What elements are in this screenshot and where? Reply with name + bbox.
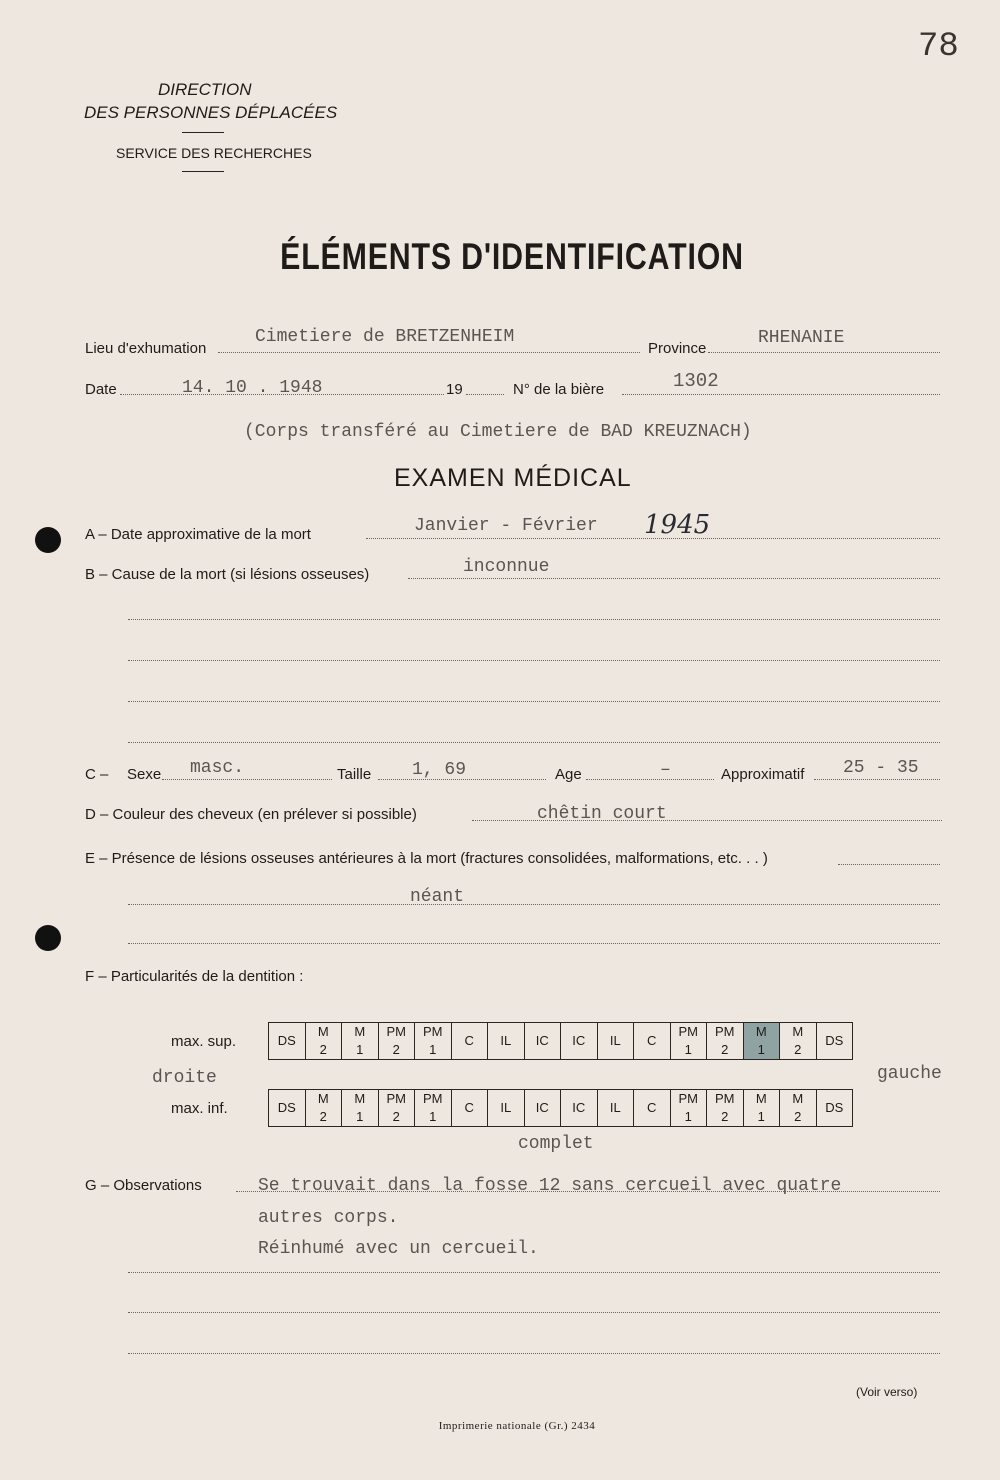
max-inf-tooth-1 [269,1090,306,1127]
max-sup-tooth-4 [378,1023,415,1060]
tooth-type: IL [609,1100,621,1115]
tooth-type: DS [277,1100,296,1115]
date-value: 14. 10 . 1948 [182,378,323,398]
province-line [708,352,940,353]
tooth-number: 1 [757,1042,765,1057]
max-inf-tooth-14 [743,1090,780,1127]
section-e-line-2 [128,943,940,944]
max-sup-tooth-13 [707,1023,744,1060]
blank-line-4 [128,742,940,743]
tooth-type: PM [386,1024,406,1039]
max-sup-tooth-14 [743,1023,780,1060]
max-sup-tooth-2 [305,1023,342,1060]
tooth-type: C [647,1100,657,1115]
tooth-type: IL [500,1100,512,1115]
max-inf-tooth-9 [561,1090,598,1127]
max-sup-tooth-8 [524,1023,561,1060]
max-sup-tooth-9 [561,1023,598,1060]
max-inf-tooth-2 [305,1090,342,1127]
taille-value: 1, 69 [412,760,467,780]
section-g-line-3 [128,1312,940,1313]
max-sup-tooth-7 [488,1023,525,1060]
tooth-type: IC [572,1033,586,1048]
max-sup-tooth-6 [451,1023,488,1060]
transfer-note: (Corps transféré au Cimetiere de BAD KREUZNACH) [244,422,752,442]
tooth-type: PM [678,1024,698,1039]
sexe-value: masc. [190,758,245,778]
tooth-number: 2 [721,1109,729,1124]
age-label: Age [555,766,582,783]
max-inf-tooth-6 [451,1090,488,1127]
page-title: ÉLÉMENTS D'IDENTIFICATION [280,236,744,277]
blank-line-2 [128,660,940,661]
section-g-line-2 [128,1272,940,1273]
max-sup-tooth-15 [780,1023,817,1060]
tooth-number: 2 [794,1109,802,1124]
imprint: Imprimerie nationale (Gr.) 2434 [438,1420,596,1432]
max-inf-tooth-5 [415,1090,452,1127]
tooth-type: IC [572,1100,586,1115]
tooth-type: PM [423,1024,443,1039]
observation-line-1: Se trouvait dans la fosse 12 sans cercueil avec quatre [258,1176,842,1196]
max-inf-tooth-11 [634,1090,671,1127]
tooth-number: 1 [429,1042,437,1057]
max-inf-label: max. inf. [171,1100,228,1117]
max-inf-tooth-13 [707,1090,744,1127]
tooth-type: M [354,1024,366,1039]
age-line [586,779,714,780]
max-inf-tooth-4 [378,1090,415,1127]
complet-label: complet [518,1134,594,1154]
max-sup-teeth-row [269,1023,853,1060]
max-inf-tooth-16 [816,1090,853,1127]
voir-verso: (Voir verso) [856,1385,918,1399]
max-sup-teeth-table [268,1022,853,1060]
max-inf-tooth-3 [342,1090,379,1127]
section-e-label-line [838,864,940,865]
tooth-type: M [755,1091,767,1106]
sexe-line [162,779,332,780]
section-f-label: F – Particularités de la dentition : [85,968,304,985]
max-sup-tooth-12 [670,1023,707,1060]
max-sup-tooth-11 [634,1023,671,1060]
tooth-type: C [647,1033,657,1048]
tooth-type: IC [535,1100,549,1115]
gauche-label: gauche [877,1064,942,1084]
tooth-type: PM [386,1091,406,1106]
max-inf-teeth-row [269,1090,853,1127]
org-line-2: DES PERSONNES DÉPLACÉES [84,103,338,122]
observation-line-2: autres corps. [258,1208,399,1228]
tooth-number: 1 [757,1109,765,1124]
tooth-type: C [464,1100,474,1115]
tooth-type: PM [715,1091,735,1106]
service-name: SERVICE DES RECHERCHES [116,145,312,161]
tooth-type: IL [609,1033,621,1048]
section-d-label: D – Couleur des cheveux (en prélever si possible) [85,806,417,823]
exhumation-label: Lieu d'exhumation [85,340,207,357]
tooth-type: IL [500,1033,512,1048]
tooth-type: IC [535,1033,549,1048]
tooth-type: C [464,1033,474,1048]
province-value: RHENANIE [758,328,845,348]
max-inf-tooth-8 [524,1090,561,1127]
max-sup-tooth-5 [415,1023,452,1060]
section-b-value: inconnue [463,557,550,577]
max-sup-tooth-16 [816,1023,853,1060]
year-prefix: 19 [446,381,463,398]
biere-line [622,394,940,395]
section-e-label: E – Présence de lésions osseuses antérieures à la mort (fractures consolidées, malformations, etc. . . ) [85,850,768,867]
section-a-label: A – Date approximative de la mort [85,526,311,543]
section-b-line [408,578,940,579]
tooth-type: M [317,1024,329,1039]
tooth-type: PM [715,1024,735,1039]
droite-label: droite [152,1068,217,1088]
max-sup-tooth-3 [342,1023,379,1060]
max-inf-tooth-7 [488,1090,525,1127]
section-a-value: Janvier - Février [414,516,598,536]
biere-label: N° de la bière [513,381,605,398]
year-line [466,394,504,395]
tooth-type: PM [678,1091,698,1106]
max-inf-tooth-15 [780,1090,817,1127]
service-divider [182,171,224,172]
tooth-number: 2 [319,1042,327,1057]
blank-line-1 [128,619,940,620]
max-inf-tooth-10 [597,1090,634,1127]
section-a-handwritten-year: 1945 [644,510,711,540]
tooth-number: 1 [684,1109,692,1124]
province-label: Province [648,340,707,357]
tooth-number: 1 [356,1109,364,1124]
punch-hole-bottom [35,925,61,951]
punch-hole-top [35,527,61,553]
section-d-value: chêtin court [537,804,667,824]
sexe-label: Sexe [127,766,162,783]
section-b-label: B – Cause de la mort (si lésions osseuses) [85,566,370,583]
tooth-type: M [354,1091,366,1106]
section-e-value: néant [410,887,465,907]
approx-label: Approximatif [721,766,805,783]
tooth-number: 2 [794,1042,802,1057]
taille-label: Taille [337,766,372,783]
exam-title: EXAMEN MÉDICAL [394,464,632,492]
tooth-number: 1 [429,1109,437,1124]
exhumation-line [218,352,640,353]
tooth-type: DS [277,1033,296,1048]
section-g-label: G – Observations [85,1177,202,1194]
tooth-type: PM [423,1091,443,1106]
max-sup-tooth-10 [597,1023,634,1060]
section-c-prefix: C – [85,766,109,783]
tooth-number: 2 [319,1109,327,1124]
biere-value: 1302 [673,370,719,392]
tooth-type: DS [825,1100,844,1115]
max-sup-label: max. sup. [171,1033,237,1050]
observation-line-3: Réinhumé avec un cercueil. [258,1239,539,1259]
tooth-number: 2 [392,1109,400,1124]
max-inf-tooth-12 [670,1090,707,1127]
section-g-line-4 [128,1353,940,1354]
org-line-1: DIRECTION [158,80,252,99]
tooth-number: 2 [721,1042,729,1057]
tooth-type: M [755,1024,767,1039]
header-divider [182,132,224,133]
max-inf-teeth-table [268,1089,853,1127]
approx-line [814,779,940,780]
tooth-type: DS [825,1033,844,1048]
exhumation-value: Cimetiere de BRETZENHEIM [255,327,515,347]
date-label: Date [85,381,117,398]
tooth-type: M [792,1091,804,1106]
max-sup-tooth-1 [269,1023,306,1060]
tooth-number: 2 [392,1042,400,1057]
tooth-type: M [317,1091,329,1106]
approx-value: 25 - 35 [843,758,919,778]
tooth-number: 1 [356,1042,364,1057]
tooth-number: 1 [684,1042,692,1057]
blank-line-3 [128,701,940,702]
page-number: 78 [918,28,959,66]
tooth-type: M [792,1024,804,1039]
age-value: – [660,760,671,780]
section-e-line-1 [128,904,940,905]
